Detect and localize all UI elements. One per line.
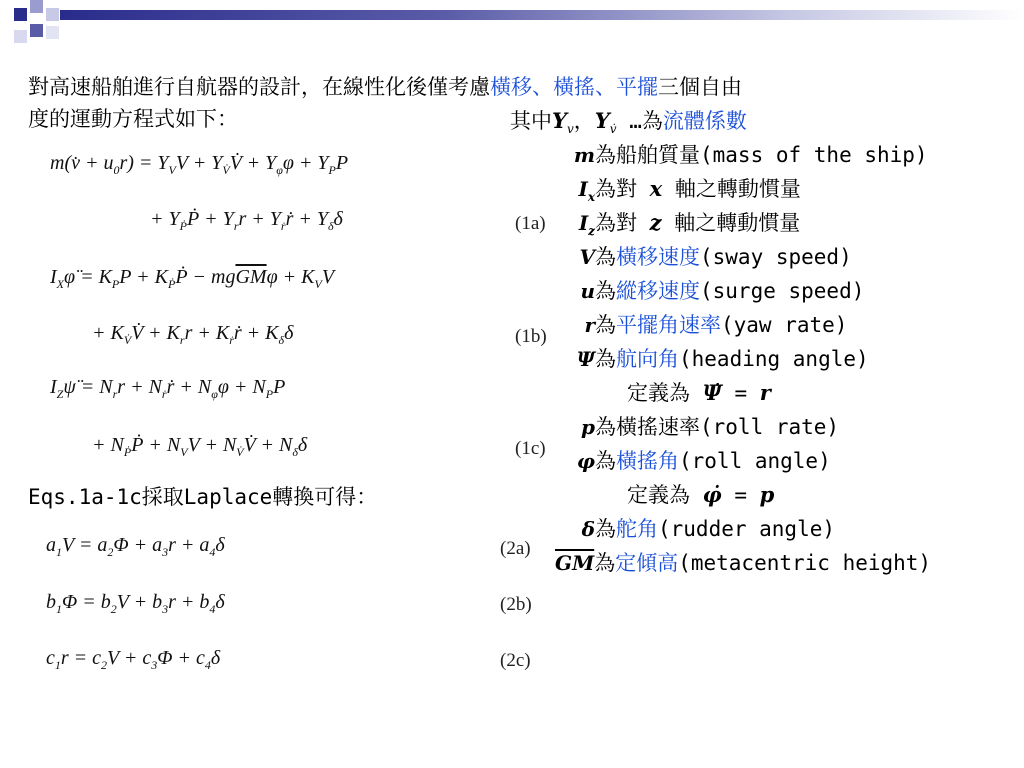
deco-square-1: [14, 8, 27, 21]
deco-square-3: [46, 8, 59, 21]
equation-1a-line1: m(v̇ + $u_0r) = Y_VV$ + $Y_{V̇}V̇ + Y_\varphi\varphi + Y_PP$: [50, 152, 349, 177]
definition-surge-speed: u為縱移速度(surge speed): [580, 279, 865, 303]
intro-highlight: 橫移、橫搖、平擺: [490, 75, 658, 99]
definition-heading-angle: Ψ為航向角(heading angle): [576, 347, 869, 371]
equation-2c: $c_1r = c_2V + c_3\Phi + c_4\delta$: [46, 647, 221, 672]
deco-square-5: [14, 30, 27, 43]
deco-square-6: [46, 26, 59, 39]
intro-line-2: 度的運動方程式如下：: [28, 107, 238, 131]
intro-line-1: 對高速船舶進行自航器的設計，在線性化後僅考慮橫移、橫搖、平擺三個自由: [28, 75, 742, 99]
equation-1b-number: (1b): [515, 326, 547, 347]
definition-heading-relation: 定義為 Ψ̇ = r: [627, 380, 771, 405]
coefficient-header: 其中$Y_v$，$Y_{v̇}$ …為流體係數: [510, 108, 747, 137]
equation-1a-number: (1a): [515, 213, 546, 234]
deco-square-4: [30, 24, 43, 37]
definition-sway-speed: V為橫移速度(sway speed): [579, 245, 852, 269]
definition-mass: m為船舶質量(mass of the ship): [573, 143, 928, 167]
definition-yaw-rate: r為平擺角速率(yaw rate): [584, 313, 848, 337]
definition-roll-rate: p為橫搖速率(roll rate): [581, 415, 840, 439]
definition-rudder-angle: δ為舵角(rudder angle): [581, 517, 836, 541]
equation-2a: $a_1V = a_2\Phi + a_3r + a_4\delta$: [46, 534, 225, 559]
definition-ix: $I_x$為對 x 軸之轉動慣量: [578, 176, 801, 204]
equation-1a-line2: + $Y_ṖṖ + Y_rr$ + $Y_ṙṙ + Y_\delta\delta$: [150, 208, 343, 233]
header-gradient-bar: [60, 10, 1024, 20]
equation-2b: $b_1\Phi = b_2V + b_3r + b_4\delta$: [46, 591, 225, 616]
equation-1c-line1: $I_Z\psï = N_rr$ + $N_ṙṙ + N_\varphi\varphi + N_PP$: [50, 376, 286, 401]
laplace-text: Eqs.1a-1c採取Laplace轉換可得：: [28, 485, 378, 509]
definition-roll-relation: 定義為 φ̇ = p: [627, 482, 775, 507]
definition-metacentric-height: $\overline{GM}$為定傾高(metacentric height): [555, 551, 932, 575]
deco-square-2: [30, 0, 43, 13]
equation-2c-number: (2c): [500, 650, 531, 671]
equation-2a-number: (2a): [500, 538, 531, 559]
coefficient-highlight: 流體係數: [662, 109, 747, 133]
equation-1b-line2: + $K_{V̇}V̇ + K_rr$ + $K_ṙṙ + K_\delta\delta$: [92, 322, 294, 347]
equation-1c-line2: + $N_ṖṖ + N_VV$ + $N_{V̇}V̇ + N_\delta\delta$: [92, 434, 308, 459]
definition-iz: $I_z$為對 z 軸之轉動慣量: [578, 210, 801, 238]
equation-2b-number: (2b): [500, 594, 532, 615]
equation-1c-number: (1c): [515, 438, 546, 459]
equation-1b-line1: $I_X\varphï = K_PP$ + $K_ṖṖ - mg\overline{GM}\varphi + K_VV$: [50, 266, 335, 291]
definition-roll-angle: φ為橫搖角(roll angle): [576, 449, 831, 473]
